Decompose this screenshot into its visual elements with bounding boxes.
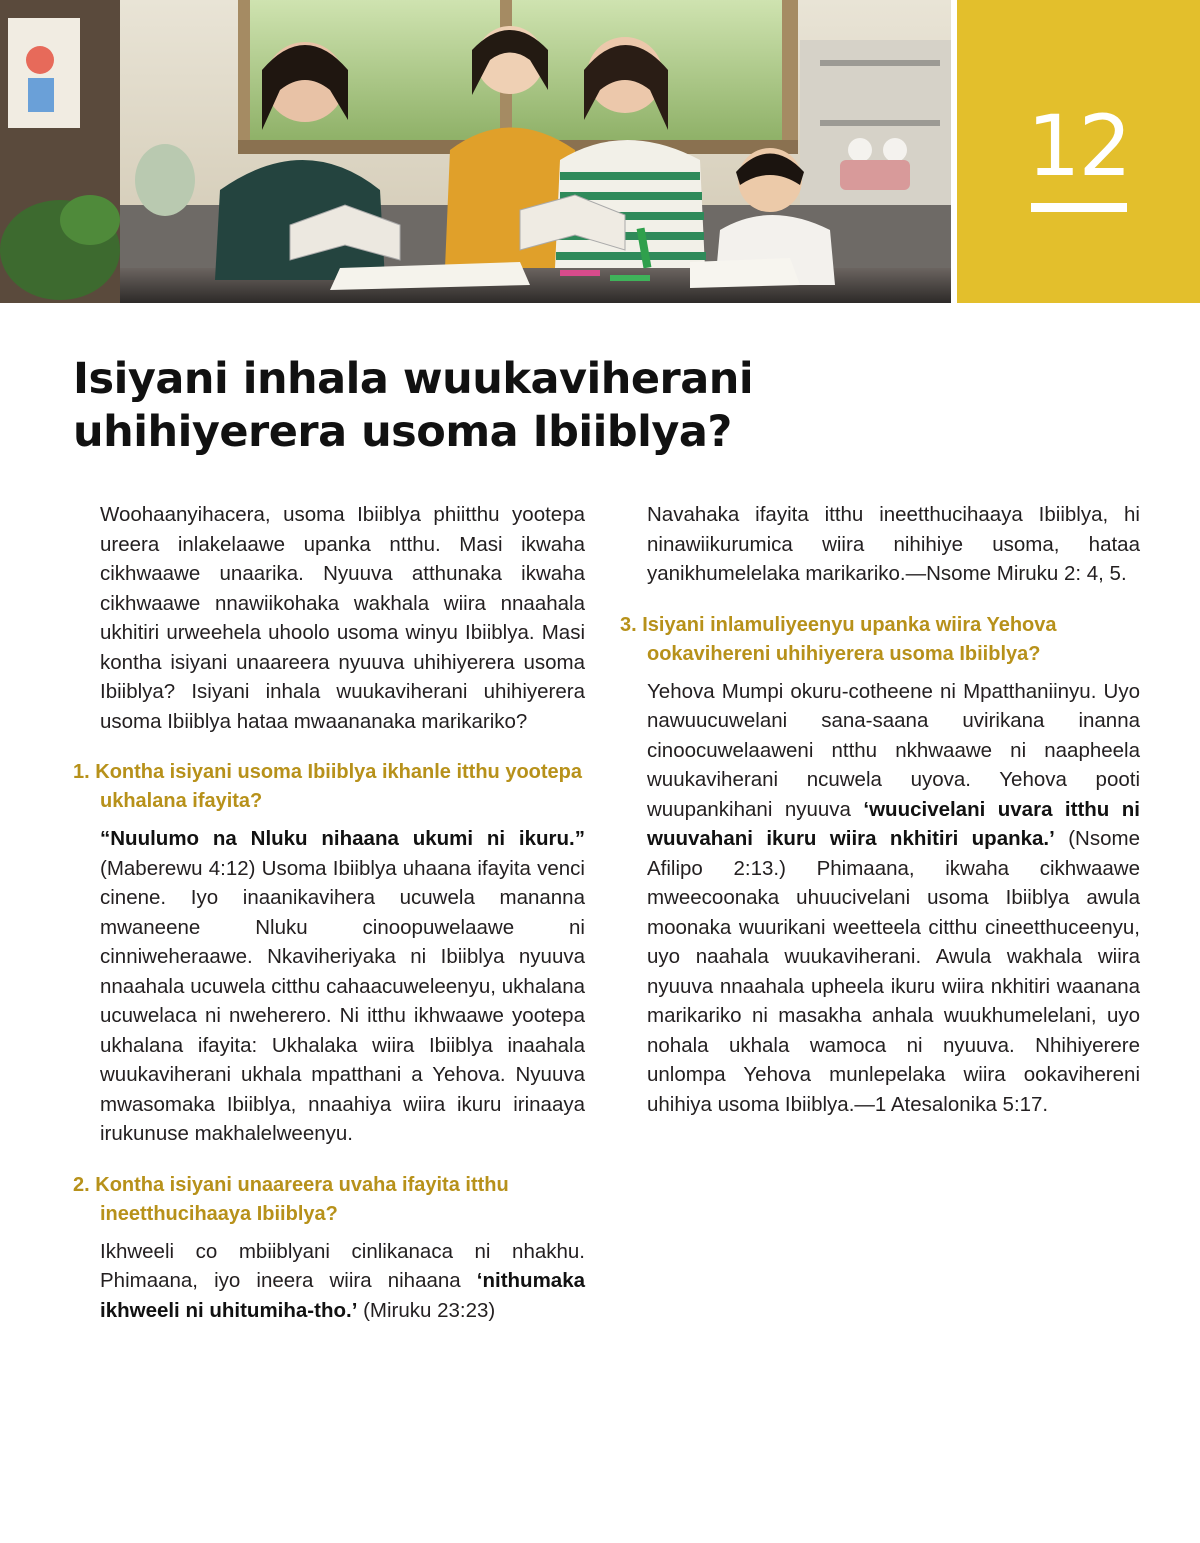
- question-text: Isiyani inlamuliyeenyu upanka wiira Yehova ookavihereni uhihiyerera usoma Ibiiblya?: [642, 613, 1057, 665]
- chapter-badge: [957, 0, 1200, 303]
- question-number: 3.: [620, 613, 637, 636]
- question-3: [620, 611, 1140, 669]
- question-2: [73, 1171, 585, 1229]
- answer-3: [620, 677, 1140, 1120]
- right-column: [620, 500, 1140, 1119]
- answer-text: Yehova Mumpi okuru-cotheene ni Mpatthaniinyu. Uyo nawuucuwelani sana-saana uvirikana inanna cinoocuwelaaweni ntthu nkhwaawe ni naapheela wuukaviherani ncuwela uyova. Yehova pooti wuupankihani nyuuva: [647, 679, 1140, 821]
- answer-text-continued: (Miruku 23:23): [357, 1298, 496, 1322]
- answer-text: (Maberewu 4:12) Usoma Ibiiblya uhaana ifayita venci cinene. Iyo inaanikavihera ucuwela mananna mwaneene Nluku cinoopuwelaawe ni cinniweheraawe. Nkaviheriyaka ni Ibiiblya nyuuva nnaahala ucuwela citthu cahaacuweleenyu, ukhalana ucuwelaca ni nweherero. Ni itthu ikhwaawe yootepa ukhalana ifayita: Ukhalaka wiira Ibiiblya inaahala wuukaviherani ukhala mpatthani a Yehova. Nyuuva mwasomaka Ibiiblya, nnaahiya wiira ikuru irinaaya irukunuse makhalelweenyu.: [100, 856, 585, 1145]
- answer-bold: ‘wuucivelani uvara itthu ni wuuvahani ikuru wiira nkhitiri upanka.’: [647, 797, 1140, 850]
- answer-text-continued: (Nsome Afilipo 2:13.) Phimaana, ikwaha cikhwaawe mweecoonaka uhuucivelani usoma Ibiiblya awula moonaka wuurikani weetteela citthu cineetthuceenyu, uyo naahala wuukaviherani. Awula wakhala wiira nyuuva nnaahala upheela ikuru wiira nkhitiri waanana marikariko ni masakha anhala wuukhumelelani, uyo nohala ukhala wamoca ni nyuuva. Nhihiyerere unlompa Yehova munlepelaka wiira ookavihereni uhihiya usoma Ibiiblya.—1 Atesalonika 5:17.: [647, 827, 1140, 1116]
- answer-bold: “Nuulumo na Nluku nihaana ukumi ni ikuru.”: [100, 827, 585, 850]
- question-text: Kontha isiyani unaareera uvaha ifayita itthu ineetthucihaaya Ibiiblya?: [95, 1173, 509, 1225]
- intro-paragraph: Woohaanyihacera, usoma Ibiiblya phiitthu yootepa ureera inlakelaawe upanka ntthu. Masi ikwaha cikhwaawe unaarika. Nyuuva atthunaka ikwaha cikhwaawe nnawiikohaka wakhala wiira nnaahala ukhitiri urweehela uhoolo usoma winyu Ibiiblya. Masi kontha isiyani unaareera nyuuva uhihiyerera usoma Ibiiblya? Isiyani inhala wuukaviherani uhihiyerera usoma Ibiiblya hataa mwaananaka marikariko?: [100, 503, 585, 733]
- answer-2: [73, 1237, 585, 1326]
- chapter-number: 12: [1027, 97, 1130, 195]
- question-number: 1.: [73, 761, 90, 783]
- chapter-underline: [1031, 203, 1127, 212]
- kitchen-family-illustration: [0, 0, 951, 303]
- question-1: [73, 758, 585, 816]
- answer-text-continued-column: Navahaka ifayita itthu ineetthucihaaya Ibiiblya, hi ninawiikurumica wiira nihihiye usoma, hataa yanikhumelelaka marikariko.—Nsome Miruku 2: 4, 5.: [647, 503, 1140, 585]
- answer-bold: ‘nithumaka ikhweeli ni uhitumiha-tho.’: [100, 1269, 585, 1322]
- answer-1: [73, 824, 585, 1149]
- question-number: 2.: [73, 1173, 90, 1196]
- left-column: [73, 500, 585, 1325]
- page-title: Isiyani inhala wuukaviherani uhihiyerera usoma Ibiiblya?: [73, 354, 754, 457]
- hero-photo: [0, 0, 951, 303]
- question-text: Kontha isiyani usoma Ibiiblya ikhanle itthu yootepa ukhalana ifayita?: [95, 761, 582, 812]
- answer-text: Ikhweeli co mbiiblyani cinlikanaca ni nhakhu. Phimaana, iyo ineera wiira nihaana: [100, 1239, 585, 1292]
- answer-2-continued: [620, 500, 1140, 589]
